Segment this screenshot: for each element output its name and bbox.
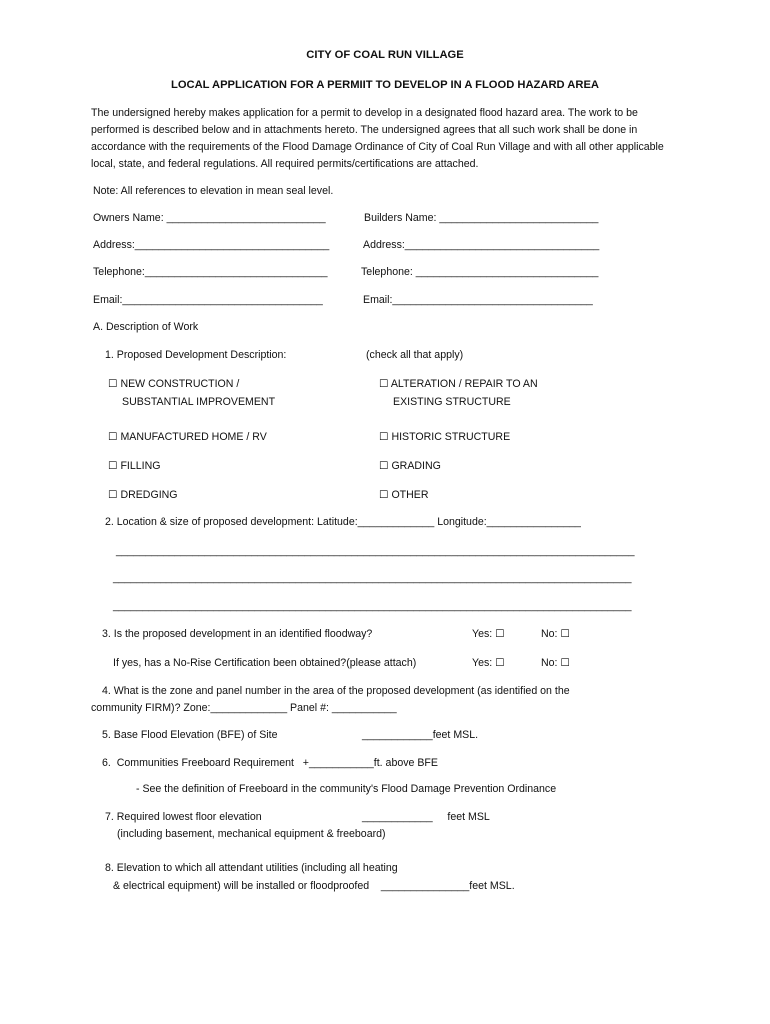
q6-freeboard-field[interactable]: 6. Communities Freeboard Requirement +___________ft. above BFE bbox=[102, 757, 438, 769]
checkbox-new-construction-line2: SUBSTANTIAL IMPROVEMENT bbox=[122, 396, 276, 408]
q3-followup-label: If yes, has a No-Rise Certification been obtained?(please attach) bbox=[113, 657, 417, 669]
q2-blank-line-2[interactable]: ________________________________________________________________________________________ bbox=[113, 572, 632, 584]
checkbox-other[interactable]: ☐ OTHER bbox=[379, 489, 429, 501]
q3-followup-yes-checkbox[interactable]: Yes: ☐ bbox=[472, 657, 505, 669]
owner-telephone-field[interactable]: Telephone:_______________________________ bbox=[93, 266, 328, 278]
q2-location-field[interactable]: 2. Location & size of proposed development: Latitude:_____________ Longitude:________________ bbox=[105, 516, 581, 528]
q5-bfe-field[interactable]: ____________feet MSL. bbox=[362, 729, 479, 741]
q2-blank-line-3[interactable]: ________________________________________________________________________________________ bbox=[113, 600, 632, 612]
q8-line-1: 8. Elevation to which all attendant utilities (including all heating bbox=[105, 862, 398, 874]
q3-label: 3. Is the proposed development in an identified floodway? bbox=[102, 628, 373, 640]
builder-telephone-field[interactable]: Telephone: _______________________________ bbox=[361, 266, 599, 278]
q3-followup-no-checkbox[interactable]: No: ☐ bbox=[541, 657, 570, 669]
q3-no-checkbox[interactable]: No: ☐ bbox=[541, 628, 570, 640]
checkbox-historic-structure[interactable]: ☐ HISTORIC STRUCTURE bbox=[379, 431, 511, 443]
q6-note: - See the definition of Freeboard in the community's Flood Damage Prevention Ordinance bbox=[136, 783, 557, 795]
builder-email-field[interactable]: Email:__________________________________ bbox=[363, 294, 593, 306]
section-a-heading: A. Description of Work bbox=[93, 321, 199, 333]
checkbox-manufactured-home[interactable]: ☐ MANUFACTURED HOME / RV bbox=[108, 431, 267, 443]
q4-zone-panel-field[interactable]: community FIRM)? Zone:_____________ Panel #: ___________ bbox=[91, 702, 397, 714]
checkbox-alteration-line2: EXISTING STRUCTURE bbox=[393, 396, 511, 408]
q2-blank-line-1[interactable]: ________________________________________________________________________________________ bbox=[116, 545, 635, 557]
q5-label: 5. Base Flood Elevation (BFE) of Site bbox=[102, 729, 278, 741]
q3-yes-checkbox[interactable]: Yes: ☐ bbox=[472, 628, 505, 640]
q4-line-1: 4. What is the zone and panel number in the area of the proposed development (as identified on the bbox=[102, 685, 570, 697]
q7-label: 7. Required lowest floor elevation bbox=[105, 811, 262, 823]
checkbox-new-construction[interactable]: ☐ NEW CONSTRUCTION / bbox=[108, 378, 240, 390]
owner-email-field[interactable]: Email:__________________________________ bbox=[93, 294, 323, 306]
checkbox-alteration[interactable]: ☐ ALTERATION / REPAIR TO AN bbox=[379, 378, 538, 390]
q1-hint: (check all that apply) bbox=[366, 349, 464, 361]
elevation-note: Note: All references to elevation in mean seal level. bbox=[93, 185, 334, 197]
q1-label: 1. Proposed Development Description: bbox=[105, 349, 287, 361]
form-title: CITY OF COAL RUN VILLAGE bbox=[306, 49, 464, 61]
builder-address-field[interactable]: Address:_________________________________ bbox=[363, 239, 600, 251]
owner-address-field[interactable]: Address:_________________________________ bbox=[93, 239, 330, 251]
builders-name-field[interactable]: Builders Name: ___________________________ bbox=[364, 212, 599, 224]
checkbox-grading[interactable]: ☐ GRADING bbox=[379, 460, 441, 472]
owners-name-field[interactable]: Owners Name: ___________________________ bbox=[93, 212, 326, 224]
intro-paragraph: The undersigned hereby makes application for a permit to develop in a designated flood hazard area. The work to be performed is described below and in attachments hereto. The undersigned agrees that all such work shall be done in accordance with the requirements of the Flood Damage Ordinance of City of Coal Run Village and with all other applicable local, state, and federal regulations. All required permits/certifications are attached. bbox=[91, 107, 664, 170]
q7-elevation-field[interactable]: ____________ feet MSL bbox=[362, 811, 490, 823]
checkbox-dredging[interactable]: ☐ DREDGING bbox=[108, 489, 178, 501]
q8-utilities-field[interactable]: & electrical equipment) will be installed or floodproofed _______________feet MSL. bbox=[113, 880, 515, 892]
q7-sub-label: (including basement, mechanical equipment & freeboard) bbox=[117, 828, 386, 840]
form-subtitle: LOCAL APPLICATION FOR A PERMIIT TO DEVELOP IN A FLOOD HAZARD AREA bbox=[170, 79, 600, 91]
checkbox-filling[interactable]: ☐ FILLING bbox=[108, 460, 161, 472]
